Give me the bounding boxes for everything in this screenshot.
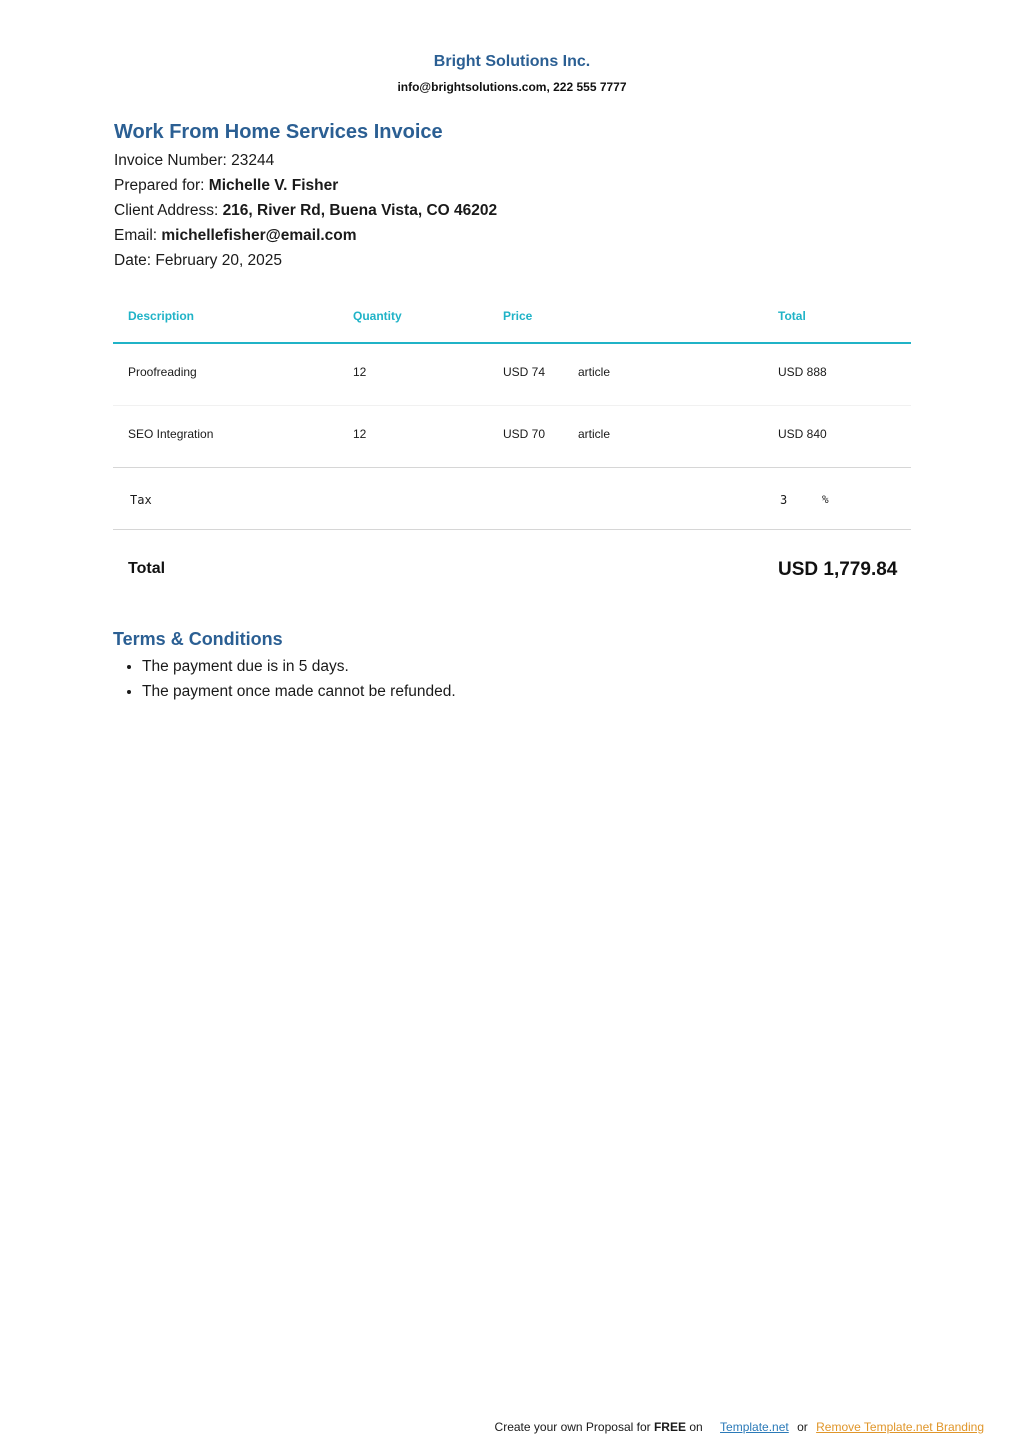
company-contact: info@brightsolutions.com, 222 555 7777 [397, 80, 627, 94]
header-price: Price [503, 309, 533, 323]
invoice-number-value: 23244 [231, 152, 275, 169]
email-label: Email: [114, 227, 158, 244]
template-net-link[interactable]: Template.net [720, 1420, 789, 1434]
company-name: Bright Solutions Inc. [433, 53, 591, 70]
invoice-details [114, 118, 914, 273]
grand-total-amount: USD 1,779.84 [778, 559, 898, 580]
client-address-label: Client Address: [114, 202, 219, 219]
client-address-line [114, 198, 914, 223]
header-description: Description [128, 309, 195, 323]
terms-list [113, 654, 913, 704]
invoice-number-line [114, 148, 914, 173]
header-quantity: Quantity [353, 309, 402, 323]
row-price: USD 70 [503, 427, 546, 441]
tax-value: 3 [780, 493, 788, 507]
row-description: SEO Integration [128, 427, 214, 441]
grand-total-label: Total [128, 560, 166, 577]
client-address-value: 216, River Rd, Buena Vista, CO 46202 [222, 202, 498, 219]
date-label: Date: [114, 252, 152, 269]
invoice-table [113, 290, 911, 610]
email-line [114, 223, 914, 248]
invoice-number-label: Invoice Number: [114, 152, 227, 169]
tax-percent-sign: % [822, 493, 829, 506]
row-quantity: 12 [353, 365, 367, 379]
date-value: February 20, 2025 [155, 252, 283, 269]
header-total: Total [778, 309, 806, 323]
remove-branding-link[interactable]: Remove Template.net Branding [816, 1420, 984, 1434]
table-header [113, 290, 911, 344]
footer-on: on [689, 1420, 703, 1434]
footer-or: or [797, 1420, 808, 1434]
email-value: michellefisher@email.com [161, 227, 357, 244]
row-price: USD 74 [503, 365, 546, 379]
date-line [114, 248, 914, 273]
terms-item: • The payment due is in 5 days. [142, 654, 913, 679]
row-total: USD 840 [778, 427, 827, 441]
table-row [113, 406, 911, 468]
row-total: USD 888 [778, 365, 827, 379]
company-header [0, 52, 1024, 95]
footer-prefix: Create your own Proposal for [494, 1420, 654, 1434]
prepared-for-label: Prepared for: [114, 177, 205, 194]
terms-title: Terms & Conditions [113, 629, 283, 649]
tax-label: Tax [130, 493, 152, 507]
prepared-for-line [114, 173, 914, 198]
grand-total-row [113, 530, 911, 610]
invoice-title: Work From Home Services Invoice [114, 121, 443, 143]
terms-item: • The payment once made cannot be refunded. [142, 679, 913, 704]
footer-free: FREE [653, 1420, 686, 1434]
tax-row [113, 468, 911, 530]
terms-section [113, 627, 913, 704]
row-quantity: 12 [353, 427, 367, 441]
footer-branding [495, 1420, 984, 1434]
table-row [113, 344, 911, 406]
row-unit: article [578, 427, 611, 441]
row-unit: article [578, 365, 611, 379]
row-description: Proofreading [128, 365, 197, 379]
prepared-for-value: Michelle V. Fisher [208, 177, 339, 194]
